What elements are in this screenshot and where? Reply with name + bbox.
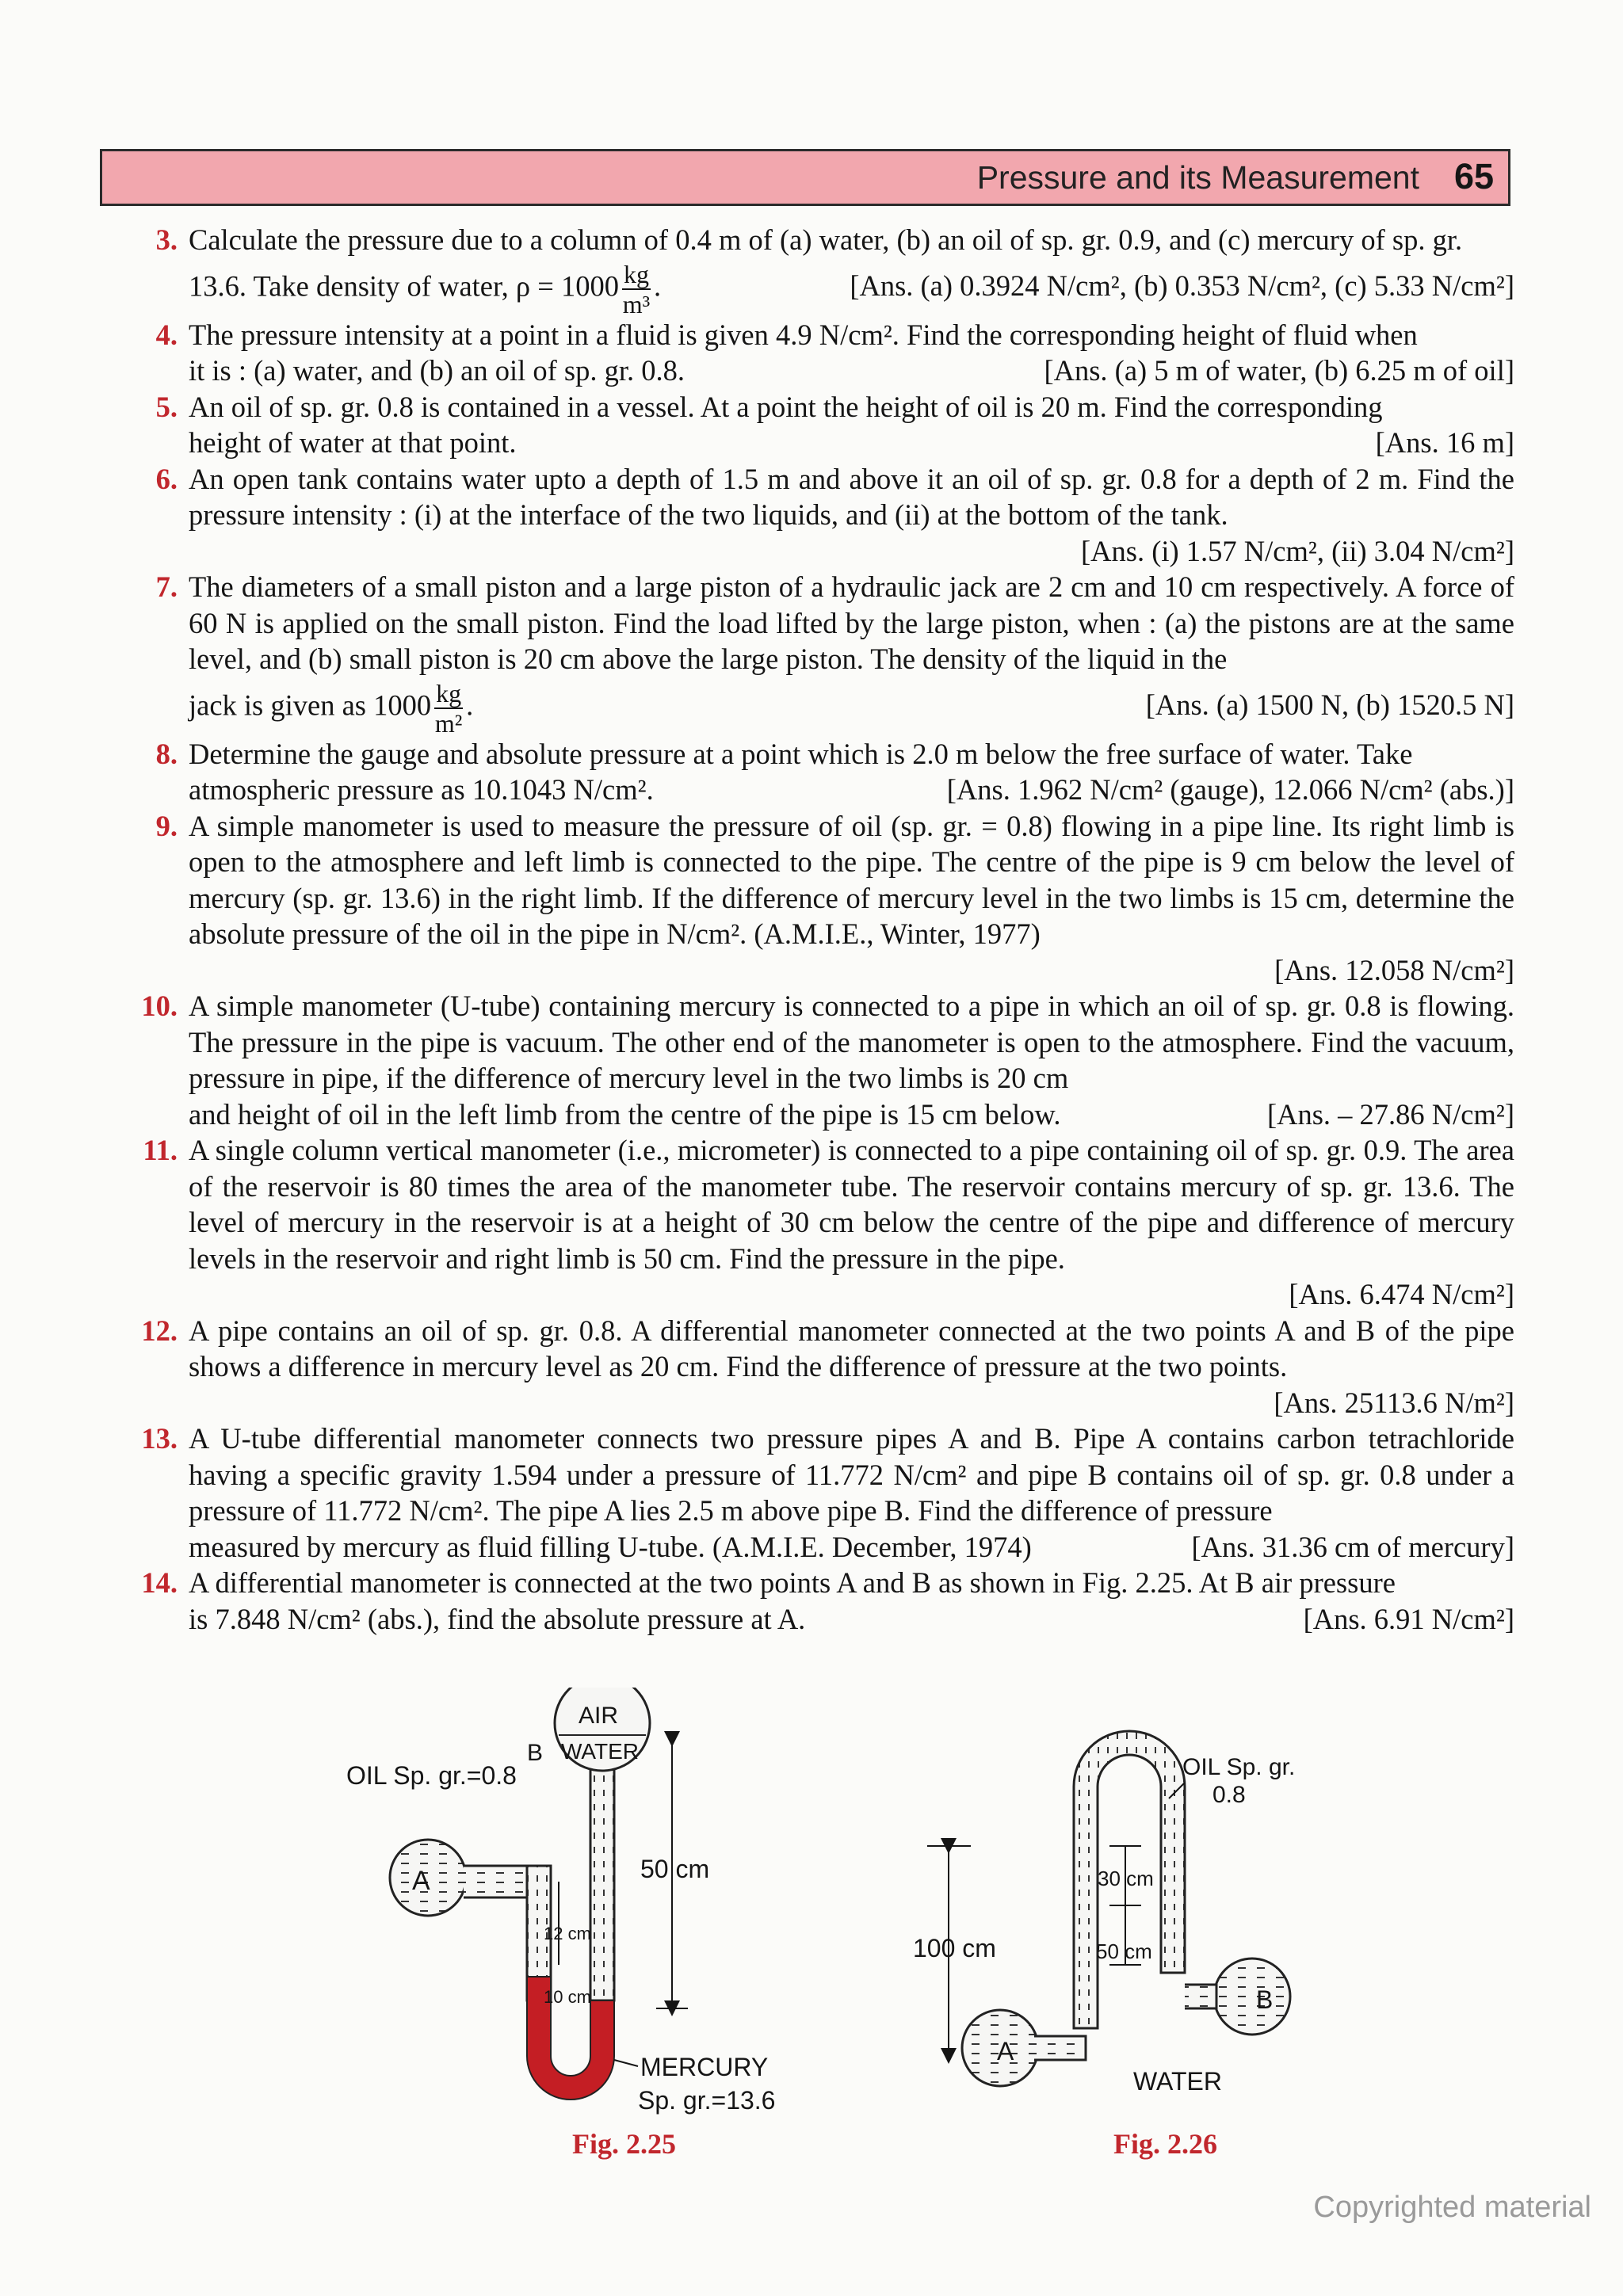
running-header-title: Pressure and its Measurement	[976, 159, 1419, 196]
problem-text: Calculate the pressure due to a column of 0.4 m of (a) water, (b) an oil of sp. gr. 0.9, and (c) mercury of sp. gr.	[189, 223, 1463, 256]
answer: [Ans. (a) 0.3924 N/cm², (b) 0.353 N/cm², (c) 5.33 N/cm²]	[850, 269, 1514, 302]
problem-text: An open tank contains water upto a depth of 1.5 m and above it an oil of sp. gr. 0.8 for a depth of 2 m. Find the pressure intensity : (i) at the interface of the two liquids, and (ii) at the bottom of the tank.	[189, 462, 1514, 531]
problem-number: 5.	[155, 390, 178, 423]
problem-text-last: it is : (a) water, and (b) an oil of sp. gr. 0.8.	[189, 354, 685, 387]
dim-50cm: 50 cm	[640, 1855, 710, 1883]
problem-number: 14.	[141, 1566, 178, 1599]
problem-9	[100, 808, 1514, 989]
oil-label: OIL Sp. gr.=0.8	[346, 1761, 517, 1790]
problem-text-last: measured by mercury as fluid filling U-tube. (A.M.I.E. December, 1974)	[189, 1530, 1032, 1563]
problem-number: 3.	[155, 223, 178, 256]
problem-14	[100, 1565, 1514, 1637]
problem-text: An oil of sp. gr. 0.8 is contained in a vessel. At a point the height of oil is 20 m. Find the corresponding	[189, 390, 1383, 423]
fig-2-26	[913, 1731, 1295, 2096]
problem-number: 9.	[155, 809, 178, 842]
dim-10cm: 10 cm	[544, 1987, 591, 2007]
problem-number: 12.	[141, 1314, 178, 1347]
problem-text-cont: jack is given as 1000	[189, 688, 432, 721]
dim-30cm: 30 cm	[1098, 1867, 1154, 1890]
running-header	[100, 149, 1510, 206]
problem-text: A U-tube differential manometer connects two pressure pipes A and B. Pipe A contains carbon tetrachloride having a specific gravity 1.594 under a pressure of 11.772 N/cm² and pipe B contains oil of sp. gr. 0.8 under a pressure of 11.772 N/cm². The pipe A lies 2.5 m above pipe B. Find the difference of pressure	[189, 1422, 1514, 1527]
answer: [Ans. (i) 1.57 N/cm², (ii) 3.04 N/cm²]	[1081, 534, 1514, 567]
water-label: WATER	[1133, 2067, 1222, 2096]
problem-text: The pressure intensity at a point in a fluid is given 4.9 N/cm². Find the corresponding height of fluid when	[189, 318, 1418, 351]
answer: [Ans. 25113.6 N/m²]	[1274, 1386, 1514, 1419]
problem-7: 7. The diameters of a small piston and a large piston of a hydraulic jack are 2 cm and 10 cm respectively. A force of 60 N is applied on the small piston. Find the load lifted by the large piston, when : (a) the pistons are at the same level, and (b) small piston is 20 cm above the large piston. The density of the liquid in the jack is given as 1000 $\frac{kg}{\text{m²}}$ . [Ans. (a) 1500 N, (b) 1520.5 N]	[100, 569, 1514, 736]
problem-number: 4.	[155, 318, 178, 351]
problem-8	[100, 736, 1514, 808]
dim-50cm: 50 cm	[1096, 1939, 1152, 1963]
problem-number: 7.	[155, 570, 178, 603]
problem-3: 3. Calculate the pressure due to a column of 0.4 m of (a) water, (b) an oil of sp. gr. 0.9, and (c) mercury of sp. gr. 13.6. Take density of water, ρ = 1000 $\frac{kg}{\text{m³}}$ . [Ans. (a) 0.3924 N/cm², (b) 0.353 N/cm², (c) 5.33 N/cm²]	[100, 222, 1514, 317]
problem-text: A single column vertical manometer (i.e., micrometer) is connected to a pipe containing oil of sp. gr. 0.9. The area of the reservoir is 80 times the area of the manometer tube. The reservoir contains mercury of sp. gr. 13.6. The level of mercury in the reservoir is at a height of 30 cm below the centre of the pipe and difference of mercury levels in the reservoir and right limb is 50 cm. Find the pressure in the pipe.	[189, 1134, 1514, 1275]
pipe-b	[1214, 1958, 1290, 2035]
fig-2-25-caption: Fig. 2.25	[572, 2128, 676, 2160]
problem-list	[100, 222, 1514, 1637]
problem-number: 13.	[141, 1422, 178, 1455]
oil-sg-label: 0.8	[1212, 1782, 1246, 1808]
answer: [Ans. 31.36 cm of mercury]	[1191, 1530, 1514, 1563]
answer: [Ans. – 27.86 N/cm²]	[1266, 1097, 1514, 1131]
figure-drawings	[0, 1688, 1623, 2163]
problem-13	[100, 1421, 1514, 1565]
problem-text-cont: 13.6. Take density of water, ρ = 1000	[189, 269, 619, 302]
problem-number: 8.	[155, 737, 178, 770]
oil-label: OIL Sp. gr.	[1182, 1754, 1296, 1780]
density-fraction: $\frac{kg}{\text{m³}}$	[622, 259, 651, 318]
answer: [Ans. 16 m]	[1375, 426, 1514, 459]
figures	[0, 1688, 1623, 2163]
answer: [Ans. 6.91 N/cm²]	[1303, 1602, 1514, 1635]
problem-text: Determine the gauge and absolute pressure at a point which is 2.0 m below the free surface of water. Take	[189, 737, 1413, 770]
problem-text: A simple manometer is used to measure the pressure of oil (sp. gr. = 0.8) flowing in a pipe line. Its right limb is open to the atmosphere and left limb is connected to the pipe. The centre of the pipe is 9 cm below the level of mercury (sp. gr. 13.6) in the right limb. If the difference of mercury level in the two limbs is 15 cm, determine the absolute pressure of the oil in the pipe in N/cm². (A.M.I.E., Winter, 1977)	[189, 809, 1514, 950]
pipe-a-label: A	[412, 1866, 430, 1896]
answer: [Ans. 12.058 N/cm²]	[1274, 953, 1514, 986]
dim-100cm: 100 cm	[913, 1934, 996, 1962]
fig-2-26-caption: Fig. 2.26	[1113, 2128, 1217, 2160]
answer: [Ans. 6.474 N/cm²]	[1289, 1278, 1514, 1310]
problem-text-last: is 7.848 N/cm² (abs.), find the absolute pressure at A.	[189, 1602, 806, 1635]
answer: [Ans. (a) 5 m of water, (b) 6.25 m of oil]	[1044, 354, 1514, 387]
pipe-a-label: A	[997, 2037, 1014, 2065]
problem-10	[100, 988, 1514, 1132]
problem-text-last: atmospheric pressure as 10.1043 N/cm².	[189, 773, 654, 806]
problem-text: A pipe contains an oil of sp. gr. 0.8. A differential manometer connected at the two points A and B of the pipe shows a difference in mercury level as 20 cm. Find the difference of pressure at the two points.	[189, 1314, 1514, 1383]
copyright-notice: Copyrighted material	[1313, 2191, 1591, 2224]
mercury-label: MERCURY	[640, 2053, 769, 2081]
answer: [Ans. (a) 1500 N, (b) 1520.5 N]	[1145, 688, 1514, 721]
problem-4	[100, 317, 1514, 389]
problem-11	[100, 1132, 1514, 1313]
dim-12cm: 12 cm	[544, 1924, 591, 1943]
mercury-sg-label: Sp. gr.=13.6	[638, 2086, 776, 2115]
problem-text: The diameters of a small piston and a large piston of a hydraulic jack are 2 cm and 10 cm respectively. A force of 60 N is applied on the small piston. Find the load lifted by the large piston, when : (a) the pistons are at the same level, and (b) small piston is 20 cm above the large piston. The density of the liquid in the	[189, 570, 1514, 675]
answer: [Ans. 1.962 N/cm² (gauge), 12.066 N/cm² (abs.)]	[946, 773, 1514, 806]
air-label: AIR	[579, 1703, 619, 1729]
problem-text: A differential manometer is connected at the two points A and B as shown in Fig. 2.25. At B air pressure	[189, 1566, 1396, 1599]
problem-12	[100, 1313, 1514, 1421]
problem-text-last: and height of oil in the left limb from the centre of the pipe is 15 cm below.	[189, 1097, 1061, 1131]
problem-number: 11.	[143, 1134, 178, 1166]
fig-2-25	[346, 1688, 775, 2115]
problem-5	[100, 389, 1514, 461]
point-b-label: B	[527, 1740, 544, 1766]
density-fraction: $\frac{kg}{\text{m²}}$	[434, 678, 463, 738]
water-label: WATER	[561, 1739, 639, 1764]
problem-text-last: height of water at that point.	[189, 426, 517, 459]
pipe-b-label: B	[1256, 1985, 1274, 2014]
problem-text: A simple manometer (U-tube) containing mercury is connected to a pipe in which an oil of sp. gr. 0.8 is flowing. The pressure in the pipe is vacuum. The other end of the manometer is open to the atmosphere. Find the vacuum, pressure in pipe, if the difference of mercury level in the two limbs is 20 cm	[189, 990, 1514, 1094]
problem-number: 10.	[141, 990, 178, 1022]
problem-6	[100, 461, 1514, 570]
problem-number: 6.	[155, 462, 178, 495]
page-number: 65	[1453, 156, 1494, 196]
